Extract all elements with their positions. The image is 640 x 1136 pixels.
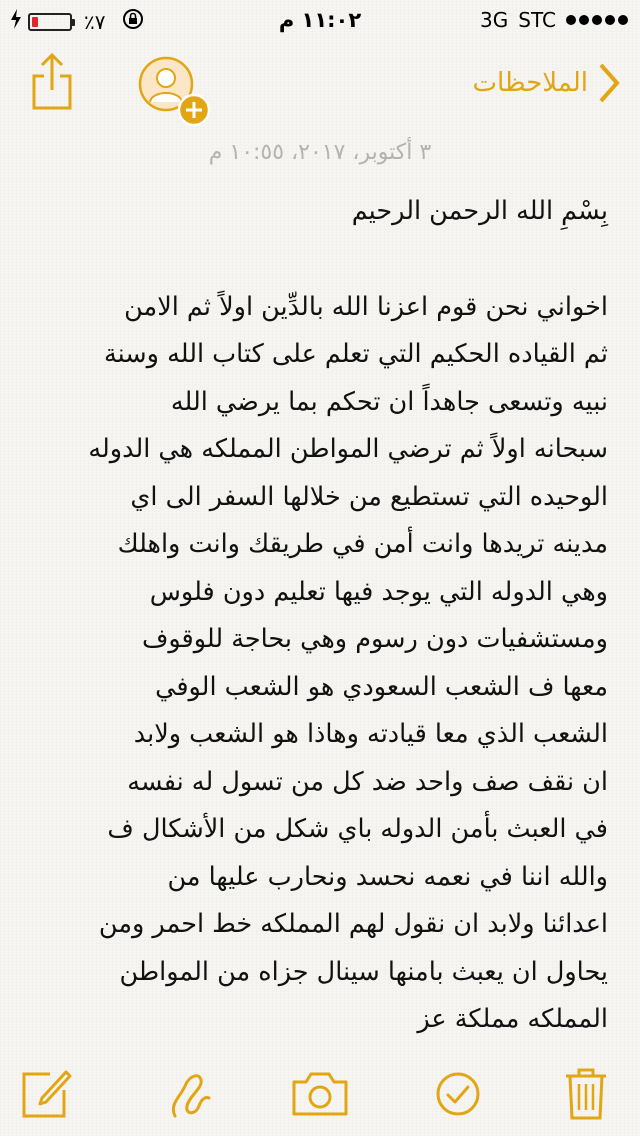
trash-button[interactable]: [556, 1064, 616, 1124]
note-line: سبحانه اولاً ثم ترضي المواطن المملكه هي الدوله: [88, 434, 608, 464]
note-text-area[interactable]: [30, 188, 608, 1044]
note-line: المملكه مملكة عز: [417, 1004, 608, 1034]
add-contact-icon: [138, 56, 218, 136]
share-icon: [28, 52, 76, 112]
note-line: ثم القياده الحكيم التي تعلم على كتاب الله وسنة: [103, 339, 608, 369]
note-line: اعدائنا ولابد ان نقول لهم المملكه خط احمر ومن: [98, 909, 608, 939]
bottom-toolbar: [0, 1050, 640, 1136]
note-line: الوحيده التي تستطيع من خلالها السفر الى اي: [130, 481, 608, 512]
status-right: [480, 8, 628, 32]
compose-icon: [20, 1068, 72, 1120]
network-type: 3G: [480, 8, 509, 32]
sketch-button[interactable]: [160, 1064, 220, 1124]
note-line: في العبث بأمن الدوله باي شكل من الأشكال ف: [107, 814, 608, 844]
checklist-button[interactable]: [428, 1064, 488, 1124]
sketch-icon: [165, 1066, 215, 1122]
note-line: يحاول ان يعبث بامنها سينال جزاه من المواطن: [119, 956, 608, 987]
checklist-icon: [433, 1069, 483, 1119]
note-line: وهي الدوله التي يوجد فيها تعليم دون فلوس: [149, 576, 608, 607]
note-line: الشعب الذي معا قيادته وهاذا هو الشعب ولابد: [133, 719, 608, 749]
note-date: ٣ أكتوبر، ٢٠١٧، ١٠:٥٥ م: [208, 140, 432, 165]
navigation-bar: [0, 40, 640, 130]
note-greeting: بِسْمِ الله الرحمن الرحيم: [351, 196, 608, 226]
note-line: معها ف الشعب السعودي هو الشعب الوفي: [155, 671, 608, 702]
note-line: والله اننا في نعمه نحسد ونحارب عليها من: [167, 861, 608, 892]
compose-button[interactable]: [16, 1064, 76, 1124]
note-line: ومستشفيات دون رسوم وهي بحاجة للوقوف: [141, 624, 608, 654]
share-button[interactable]: [28, 52, 76, 112]
status-bar: [0, 0, 640, 40]
camera-icon: [290, 1070, 350, 1118]
note-line: اخواني نحن قوم اعزنا الله بالدِّين اولاً ثم الامن: [124, 291, 608, 322]
note-line: مدينه تريدها وانت أمن في طريقك وانت واهلك: [117, 529, 608, 559]
carrier-name: STC: [518, 8, 556, 32]
back-to-notes-button[interactable]: [473, 62, 621, 104]
note-line: ان نقف صف واحد ضد كل من تسول له نفسه: [127, 766, 608, 797]
chevron-right-icon: [598, 62, 620, 104]
note-line: نبيه وتسعى جاهداً ان تحكم بما يرضي الله: [170, 386, 608, 417]
trash-icon: [564, 1066, 608, 1122]
signal-dots-icon: [566, 15, 628, 25]
camera-button[interactable]: [290, 1064, 350, 1124]
status-time: ١١:٠٢ م: [278, 8, 362, 32]
add-contact-button[interactable]: [138, 56, 218, 136]
back-label: الملاحظات: [472, 68, 588, 98]
battery-percent: ٪٧: [84, 9, 106, 34]
